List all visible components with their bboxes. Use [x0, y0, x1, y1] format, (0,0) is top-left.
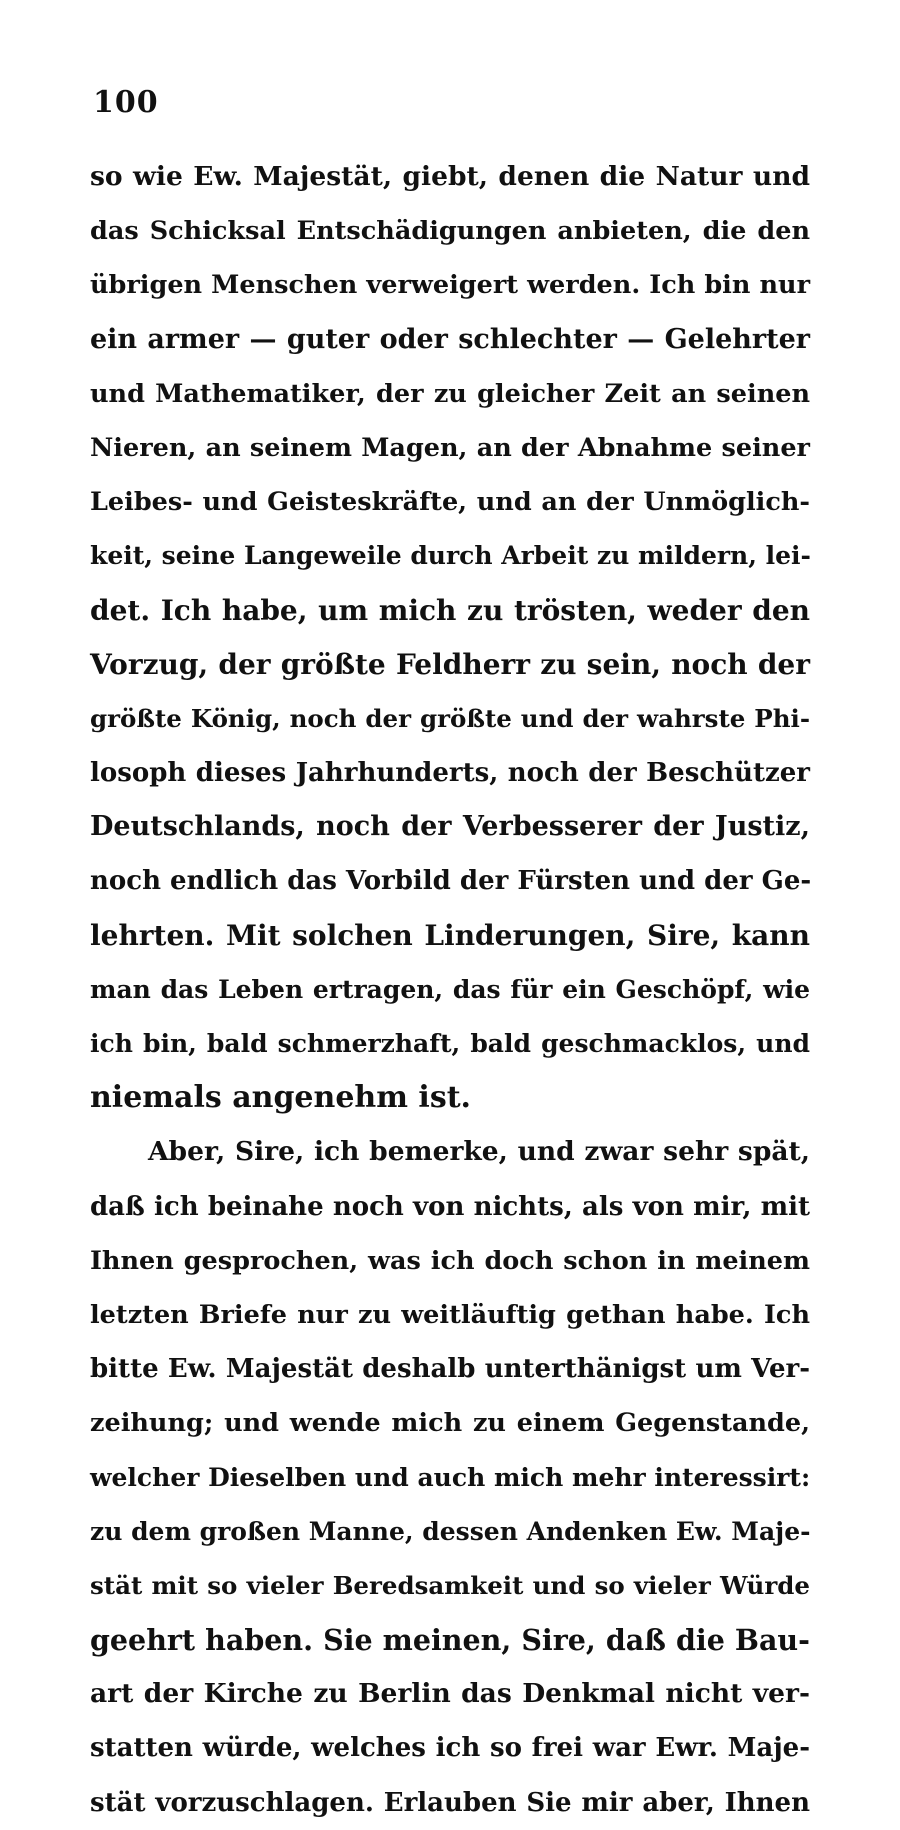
text-line: man das Leben ertragen, das für ein Geschöpf, wie: [90, 974, 810, 1004]
page-number: 100: [93, 85, 159, 120]
text-line: Deutschlands, noch der Verbesserer der Justiz,: [90, 811, 810, 843]
paragraph-start-line: Aber, Sire, ich bemerke, und zwar sehr spät,: [148, 1136, 810, 1168]
text-line: Nieren, an seinem Magen, an der Abnahme seiner: [90, 432, 810, 463]
text-line: noch endlich das Vorbild der Fürsten und der Ge-: [90, 866, 812, 897]
text-line: zu dem großen Manne, dessen Andenken Ew. Maje-: [90, 1516, 811, 1546]
text-line: welcher Dieselben und auch mich mehr interessirt:: [90, 1462, 811, 1492]
text-line: Ihnen gesprochen, was ich doch schon in meinem: [90, 1245, 810, 1276]
text-line: statten würde, welches ich so frei war Ewr. Maje-: [90, 1733, 810, 1764]
text-line: stät vorzuschlagen. Erlauben Sie mir aber, Ihnen: [90, 1787, 810, 1818]
text-line: zeihung; und wende mich zu einem Gegenstande,: [90, 1408, 810, 1439]
text-line: letzten Briefe nur zu weitläuftig gethan habe. Ich: [90, 1299, 810, 1330]
text-line: größte König, noch der größte und der wahrste Phi-: [90, 703, 810, 733]
text-line: lehrten. Mit solchen Linderungen, Sire, kann: [90, 918, 810, 952]
text-line: geehrt haben. Sie meinen, Sire, daß die Bau-: [90, 1623, 810, 1658]
text-line: übrigen Menschen verweigert werden. Ich bin nur: [90, 270, 810, 301]
text-line: stät mit so vieler Beredsamkeit und so vieler Würde: [90, 1570, 810, 1600]
text-line: keit, seine Langeweile durch Arbeit zu mildern, lei-: [90, 541, 811, 571]
text-line: und Mathematiker, der zu gleicher Zeit an seinen: [90, 378, 810, 409]
text-line: det. Ich habe, um mich zu trösten, weder den: [90, 593, 810, 627]
text-line: daß ich beinahe noch von nichts, als von mir, mit: [90, 1191, 810, 1222]
text-line: ich bin, bald schmerzhaft, bald geschmacklos, und: [90, 1029, 810, 1058]
text-line: losoph dieses Jahrhunderts, noch der Beschützer: [90, 758, 810, 789]
text-line: ein armer — guter oder schlechter — Gelehrter: [90, 323, 810, 355]
body-text: [90, 150, 810, 1830]
text-line: Vorzug, der größte Feldherr zu sein, noch der: [90, 647, 810, 681]
text-line: so wie Ew. Majestät, giebt, denen die Natur und: [90, 161, 810, 192]
text-line: niemals angenehm ist.: [90, 1080, 472, 1116]
text-line: Leibes- und Geisteskräfte, und an der Unmöglich-: [90, 487, 810, 518]
text-line: art der Kirche zu Berlin das Denkmal nicht ver-: [90, 1678, 810, 1710]
text-line: bitte Ew. Majestät deshalb unterthänigst um Ver-: [90, 1354, 810, 1385]
text-line: das Schicksal Entschädigungen anbieten, die den: [90, 216, 810, 247]
